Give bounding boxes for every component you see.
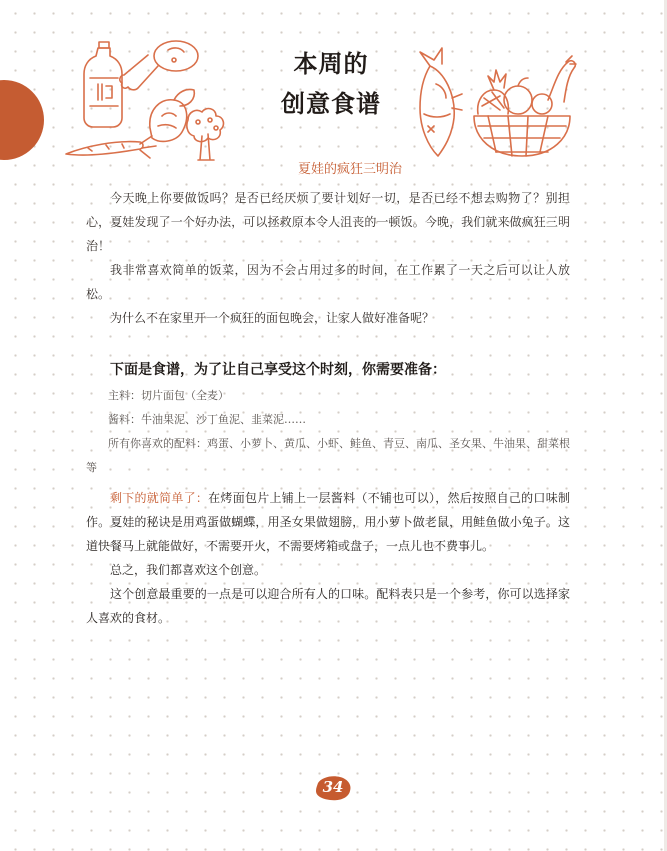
method-text: 在烤面包片上铺上一层酱料（不铺也可以），然后按照自己的口味制作。夏娃的秘诀是用鸡蛋做蝴蝶，用圣女果做翅膀，用小萝卜做老鼠，用鲑鱼做小兔子。这道快餐马上就能做好，不需要开火，不需要烤箱或盘子，一点儿也不费事儿。 — [86, 491, 570, 553]
ingredient-sauce: 酱料：牛油果泥、沙丁鱼泥、韭菜泥…… — [108, 413, 306, 426]
page-number-badge — [314, 775, 352, 801]
page-number: 34 — [322, 778, 344, 796]
page-title — [256, 44, 406, 124]
intro-paragraph-1 — [86, 186, 570, 258]
decorative-circle — [0, 80, 44, 160]
method-lead: 剩下的就简单了： — [110, 491, 209, 505]
intro-paragraph-3 — [86, 306, 570, 330]
ingredient-toppings: 所有你喜欢的配料：鸡蛋、小萝卜、黄瓜、小虾、鲑鱼、青豆、南瓜、圣女果、牛油果、甜菜根等 — [86, 437, 570, 474]
title-line-1: 本周的 — [293, 50, 369, 78]
ingredients-heading: 下面是食谱，为了让自己享受这个时刻，你需要准备： — [110, 362, 446, 378]
recipe-subtitle: 夏娃的疯狂三明治 — [297, 162, 402, 177]
method-paragraph — [86, 486, 570, 558]
intro-text-1: 今天晚上你要做饭吗？是否已经厌烦了要计划好一切，是否已经不想去购物了？别担心，夏娃发现了一个好办法，可以拯救原本令人沮丧的一顿饭。今晚，我们就来做疯狂三明治！ — [86, 191, 570, 253]
summary-paragraph — [86, 558, 570, 582]
intro-paragraph-2 — [86, 258, 570, 306]
note-text: 这个创意最重要的一点是可以迎合所有人的口味。配料表只是一个参考，你可以选择家人喜欢的食材。 — [86, 587, 570, 625]
ingredient-main: 主料：切片面包（全麦） — [108, 389, 229, 402]
fish-and-basket-illustration — [408, 44, 578, 164]
summary-text: 总之，我们都喜欢这个创意。 — [110, 563, 267, 577]
note-paragraph — [86, 582, 570, 630]
intro-text-3: 为什么不在家里开一个疯狂的面包晚会，让家人做好准备呢？ — [110, 311, 435, 325]
title-line-2: 创意食谱 — [281, 90, 381, 118]
ingredients-list — [86, 384, 570, 480]
kitchen-doodle-illustration — [58, 30, 248, 170]
intro-text-2: 我非常喜欢简单的饭菜，因为不会占用过多的时间，在工作累了一天之后可以让人放松。 — [86, 263, 570, 301]
